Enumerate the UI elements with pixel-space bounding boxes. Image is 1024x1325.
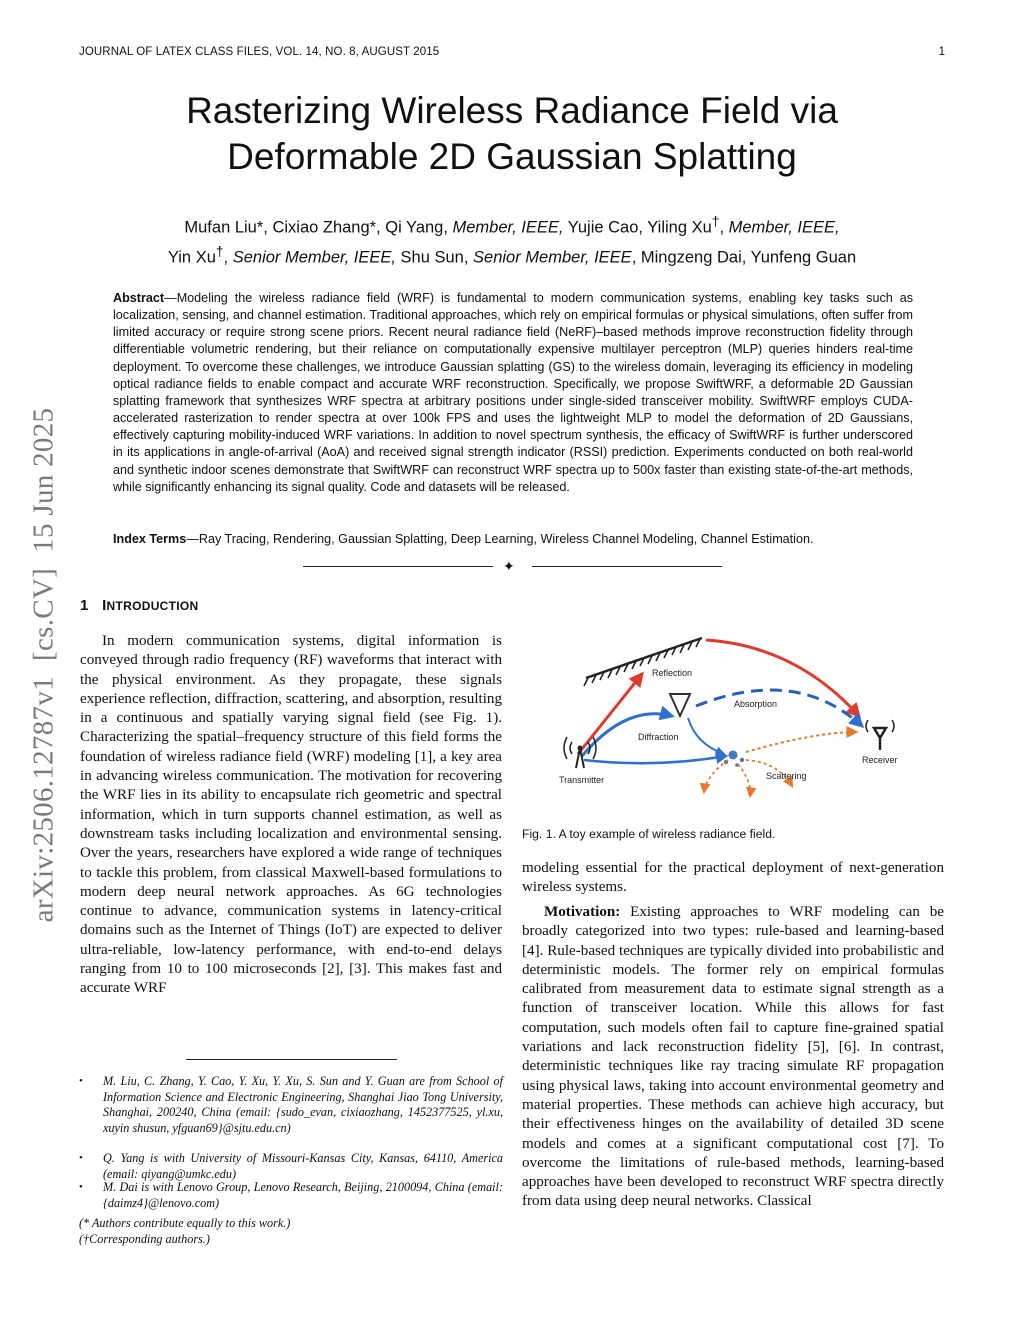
label-scattering: Scattering (766, 771, 807, 781)
authors-text: Mufan Liu*, Cixiao Zhang*, Qi Yang, (184, 218, 453, 237)
footnote-text: M. Dai is with Lenovo Group, Lenovo Research, Beijing, 2100094, China (email: {daimz4}@lenovo.com) (103, 1180, 503, 1210)
author-affil: Member, IEEE, (452, 218, 564, 237)
corresponding-author-note: (†Corresponding authors.) (79, 1231, 210, 1246)
index-terms (113, 531, 913, 548)
section-heading (80, 597, 199, 614)
abstract-text: —Modeling the wireless radiance field (WRF) is fundamental to modern communication systems, enabling key tasks such as localization, sensing, and channel estimation. Traditional approaches, which rely on empirical formulas or physical simulations, often suffer from limited accuracy or require strong scene priors. Recent neural radiance field (NeRF)–based methods improve reconstruction fidelity through differentiable volumetric rendering, but their reliance on computationally expensive multilayer perceptron (MLP) queries hinders real-time deployment. To overcome these challenges, we introduce Gaussian splatting (GS) to the wireless domain, leveraging its efficiency in modeling optical radiance fields to enable compact and accurate WRF reconstruction. Specifically, we propose SwiftWRF, a deformable 2D Gaussian splatting framework that synthesizes WRF spectra at arbitrary positions under single-sided transceiver mobility. SwiftWRF employs CUDA-accelerated rasterization to render spectra at over 100k FPS and uses the lightweight MLP to model the deformation of 2D Gaussians, effectively capturing mobility-induced WRF variations. In addition to novel spectrum synthesis, the efficacy of SwiftWRF is further underscored in its applications in angle-of-arrival (AoA) and received signal strength indicator (RSSI) prediction. Experiments conducted on both real-world and synthetic indoor scenes demonstrate that SwiftWRF can reconstruct WRF spectra up to 500x faster than existing state-of-the-art methods, while significantly enhancing its signal quality. Code and datasets will be released. (113, 291, 913, 494)
title-line-1: Rasterizing Wireless Radiance Field via (186, 90, 838, 131)
footnote-affiliation-umkc (79, 1151, 503, 1182)
abstract-label: Abstract (113, 291, 165, 305)
label-receiver: Receiver (862, 755, 898, 765)
diffraction-path-out (688, 718, 724, 754)
label-reflection: Reflection (652, 668, 693, 678)
corresponding-mark: † (215, 243, 224, 259)
page-number: 1 (938, 46, 945, 58)
equal-contribution-note: (* Authors contribute equally to this work.) (79, 1216, 291, 1230)
intro-continuation: modeling essential for the practical deployment of next-generation wireless systems. (522, 860, 944, 896)
author-line-1 (80, 210, 944, 240)
motivation-paragraph (522, 903, 944, 1212)
authors-text: , (719, 218, 729, 237)
scattering-path-left (704, 760, 728, 792)
section-number: 1 (80, 597, 89, 614)
authors-text: Yin Xu (167, 248, 216, 266)
footnote-text: Q. Yang is with University of Missouri-Kansas City, Kansas, 64110, America (email: qiyang@umkc.edu) (103, 1151, 503, 1181)
footnote-rule (186, 1059, 397, 1060)
scattering-path-out (746, 732, 856, 752)
bullet-icon: • (79, 1152, 83, 1164)
separator-rule-left (303, 566, 493, 567)
bullet-icon: • (79, 1181, 83, 1193)
separator-rule-right (532, 566, 722, 567)
reflection-path-out (706, 640, 859, 716)
corresponding-mark: † (711, 214, 720, 229)
index-terms-text: —Ray Tracing, Rendering, Gaussian Splatting, Deep Learning, Wireless Channel Modeling, Channel Estimation. (186, 532, 814, 546)
authors-text: Yujie Cao, Yiling Xu (563, 218, 712, 237)
paper-title (80, 88, 944, 180)
reflection-path-in (578, 674, 642, 754)
abstract (113, 290, 913, 496)
title-line-2: Deformable 2D Gaussian Splatting (227, 136, 797, 177)
figure-wireless-radiance-field (556, 636, 916, 806)
section-title-rest: NTRODUCTION (106, 599, 199, 613)
arxiv-stamp: arXiv:2506.12787v1 [cs.CV] 15 Jun 2025 (27, 407, 60, 923)
author-affil: Senior Member, IEEE (473, 248, 632, 266)
scattering-path-in (584, 756, 726, 763)
reflector-surface (584, 638, 702, 686)
footnote-author-notes (79, 1216, 379, 1247)
intro-paragraph: In modern communication systems, digital information is conveyed through radio frequency (RF) waveforms that interact with the physical environment. As they propagate, these signals experience reflection, diffraction, scattering, and absorption, resulting in a continuous and spatially varying signal field (see Fig. 1). Characterizing the spatial–frequency structure of this field forms the foundation of wireless radiance field (WRF) modeling [1], a key area in advancing wireless communication. The motivation for recovering the WRF lies in its ability to encapsulate rich geometric and spectral information, which in turn supports channel estimation, as well as downstream tasks including localization and environmental sensing. Over the years, researchers have explored a wide range of techniques to tackle this problem, from classical Maxwell-based formulations to modern deep neural network approaches. As 6G technologies continue to advance, communication systems in latency-critical domains such as the Internet of Things (IoT) are expected to deliver ultra-reliable, low-latency performance, with end-to-end delays ranging from 10 to 100 microseconds [2], [3]. This makes fast and accurate WRF (80, 633, 502, 997)
authors-text: Shu Sun, (395, 248, 474, 266)
receiver-antenna-icon (866, 720, 894, 750)
motivation-label: Motivation: (544, 904, 621, 920)
diffraction-wedge (670, 694, 690, 716)
author-list (80, 210, 944, 269)
section-title-initial: I (102, 597, 107, 614)
label-transmitter: Transmitter (559, 775, 605, 785)
separator-star-icon: ✦ (503, 558, 515, 574)
scattering-path-down (738, 764, 750, 796)
label-absorption: Absorption (734, 699, 778, 709)
scatterer (724, 751, 744, 767)
figure-caption: Fig. 1. A toy example of wireless radiance field. (522, 827, 776, 841)
footnote-affiliation-lenovo (79, 1180, 503, 1211)
footnote-affiliation-sjtu (79, 1074, 503, 1136)
label-diffraction: Diffraction (638, 732, 679, 742)
running-header: JOURNAL OF LATEX CLASS FILES, VOL. 14, NO. 8, AUGUST 2015 (79, 46, 440, 58)
transmitter-antenna-icon (564, 737, 596, 768)
index-terms-label: Index Terms (113, 532, 187, 546)
author-affil: Member, IEEE, (728, 218, 840, 237)
bullet-icon: • (79, 1075, 83, 1087)
author-line-2 (80, 240, 944, 270)
authors-text: , (223, 248, 233, 266)
author-affil: Senior Member, IEEE, (232, 248, 396, 266)
footnote-text: M. Liu, C. Zhang, Y. Cao, Y. Xu, Y. Xu, S. Sun and Y. Guan are from School of Information Science and Electronic Engineering, Shanghai Jiao Tong University, Shanghai, 200240, China (email: {sudo_evan, cixiaozhang, 1452377525, yl.xu, xuyin shusun, yfguan69}@sjtu.edu.cn) (103, 1074, 503, 1135)
authors-text: , Mingzeng Dai, Yunfeng Guan (631, 248, 857, 266)
motivation-text: Existing approaches to WRF modeling can be broadly categorized into two types: rule-based and learning-based [4]. Rule-based techniques are typically divided into probabilistic and deterministic models. The former rely on empirical formulas calibrated from measurement data to estimate signal strength as a function of transceiver location. While this allows for fast computation, such models often fail to capture fine-grained spatial variations and lack reconstruction fidelity [5], [6]. In contrast, deterministic techniques like ray tracing simulate RF propagation using physical laws, taking into account environmental geometry and material properties. These methods can achieve high accuracy, but their effectiveness hinges on the availability of detailed 3D scene models and comes at a significant computational cost [7]. To overcome the limitations of rule-based methods, learning-based approaches have been developed to reconstruct WRF spectra directly from data using deep neural networks. Classical (522, 904, 944, 1210)
